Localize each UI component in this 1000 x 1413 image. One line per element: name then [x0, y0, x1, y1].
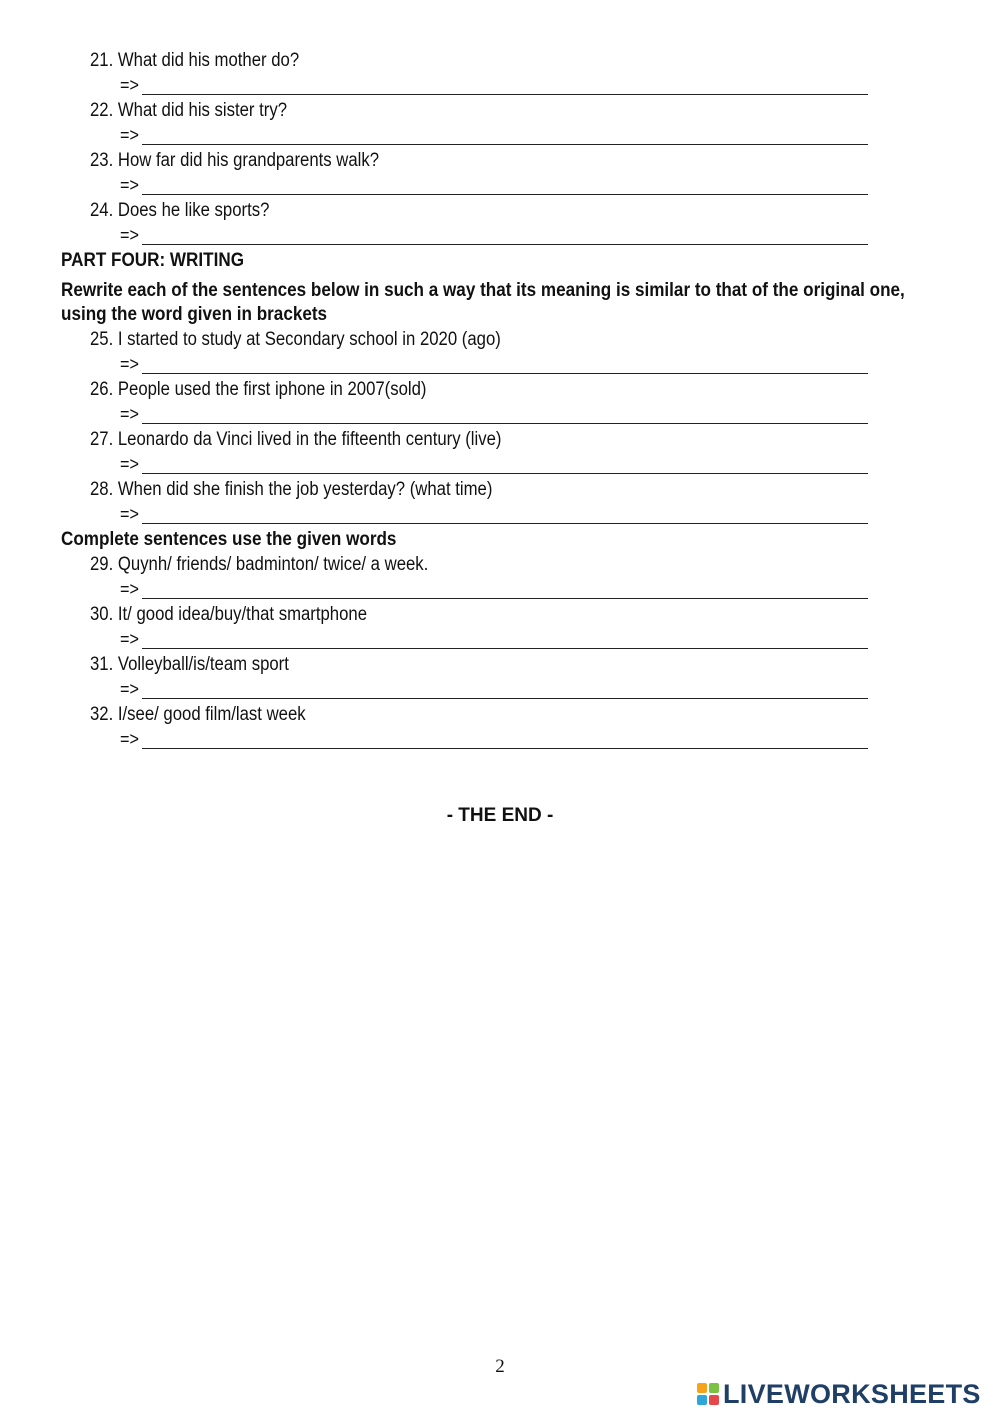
question-28: 28. When did she finish the job yesterday? (what time) — [90, 479, 493, 500]
answer-21[interactable] — [120, 75, 868, 97]
answer-line[interactable] — [142, 194, 868, 195]
answer-line[interactable] — [142, 473, 868, 474]
answer-arrow: => — [120, 629, 139, 649]
answer-28[interactable] — [120, 504, 868, 526]
logo-square-i — [709, 1383, 719, 1393]
answer-22[interactable] — [120, 125, 868, 147]
answer-line[interactable] — [142, 244, 868, 245]
logo-square-l — [697, 1383, 707, 1393]
answer-line[interactable] — [142, 598, 868, 599]
answer-25[interactable] — [120, 354, 868, 376]
answer-arrow: => — [120, 404, 139, 424]
question-27: 27. Leonardo da Vinci lived in the fifteenth century (live) — [90, 429, 502, 450]
answer-line[interactable] — [142, 144, 868, 145]
answer-arrow: => — [120, 579, 139, 599]
page-number: 2 — [495, 1356, 505, 1377]
answer-line[interactable] — [142, 423, 868, 424]
question-21: 21. What did his mother do? — [90, 50, 300, 71]
question-30: 30. It/ good idea/buy/that smartphone — [90, 604, 368, 625]
question-22: 22. What did his sister try? — [90, 100, 288, 121]
answer-line[interactable] — [142, 748, 868, 749]
question-24: 24. Does he like sports? — [90, 200, 270, 221]
complete-sentences-heading: Complete sentences use the given words — [61, 529, 397, 550]
answer-line[interactable] — [142, 698, 868, 699]
answer-26[interactable] — [120, 404, 868, 426]
question-23: 23. How far did his grandparents walk? — [90, 150, 380, 171]
question-29: 29. Quynh/ friends/ badminton/ twice/ a week. — [90, 554, 429, 575]
answer-arrow: => — [120, 125, 139, 145]
answer-line[interactable] — [142, 648, 868, 649]
logo-square-e — [709, 1395, 719, 1405]
answer-arrow: => — [120, 354, 139, 374]
answer-arrow: => — [120, 175, 139, 195]
answer-line[interactable] — [142, 523, 868, 524]
answer-arrow: => — [120, 75, 139, 95]
the-end-text: - THE END - — [446, 805, 554, 826]
answer-line[interactable] — [142, 373, 868, 374]
question-31: 31. Volleyball/is/team sport — [90, 654, 289, 675]
logo-mark-icon — [697, 1383, 719, 1405]
question-26: 26. People used the first iphone in 2007(sold) — [90, 379, 427, 400]
logo-square-v — [697, 1395, 707, 1405]
question-25: 25. I started to study at Secondary school in 2020 (ago) — [90, 329, 501, 350]
logo-text: LIVEWORKSHEETS — [723, 1378, 981, 1409]
answer-arrow: => — [120, 679, 139, 699]
answer-30[interactable] — [120, 629, 868, 651]
answer-24[interactable] — [120, 225, 868, 247]
answer-32[interactable] — [120, 729, 868, 751]
answer-31[interactable] — [120, 679, 868, 701]
answer-arrow: => — [120, 729, 139, 749]
answer-arrow: => — [120, 454, 139, 474]
answer-line[interactable] — [142, 94, 868, 95]
answer-arrow: => — [120, 225, 139, 245]
answer-arrow: => — [120, 504, 139, 524]
answer-27[interactable] — [120, 454, 868, 476]
answer-29[interactable] — [120, 579, 868, 601]
part-four-heading: PART FOUR: WRITING — [61, 250, 245, 271]
question-32: 32. I/see/ good film/last week — [90, 704, 306, 725]
answer-23[interactable] — [120, 175, 868, 197]
liveworksheets-logo[interactable] — [697, 1377, 981, 1411]
part-four-instruction: Rewrite each of the sentences below in such a way that its meaning is similar to that of the original one, using the word given in brackets — [61, 280, 905, 325]
